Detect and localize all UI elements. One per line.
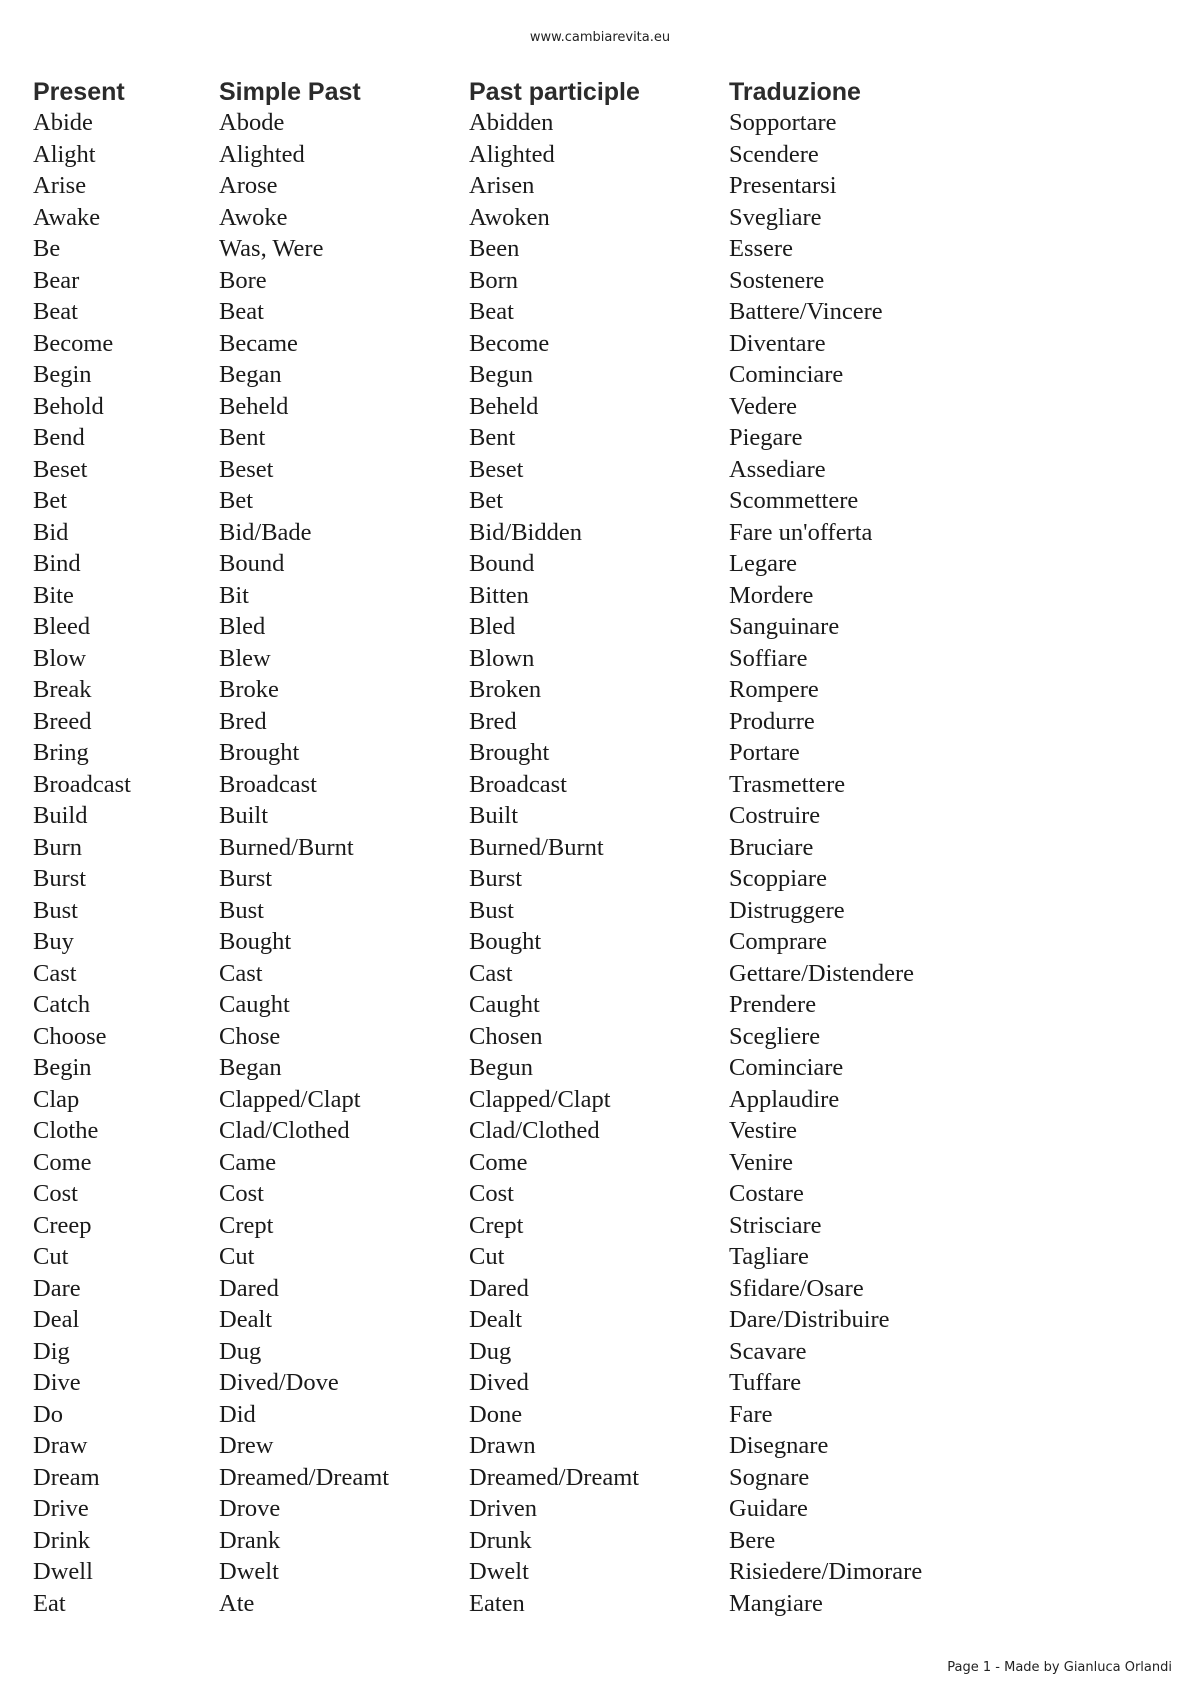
table-row: [33, 202, 1029, 234]
table-row: [33, 895, 1029, 927]
simple-past-cell: Crept: [219, 1211, 274, 1239]
past-participle-cell: Beset: [469, 455, 524, 483]
table-row: [33, 863, 1029, 895]
simple-past-cell: Ate: [219, 1589, 255, 1617]
past-participle-cell: Bid/Bidden: [469, 518, 582, 546]
simple-past-cell: Chose: [219, 1022, 281, 1050]
present-cell: Creep: [33, 1211, 92, 1239]
table-row: [33, 359, 1029, 391]
present-cell: Abide: [33, 109, 93, 136]
past-participle-cell: Dived: [469, 1369, 529, 1396]
simple-past-cell: Cost: [219, 1180, 264, 1207]
past-participle-cell: Clad/Clothed: [469, 1117, 600, 1144]
present-cell: Choose: [33, 1022, 107, 1050]
simple-past-cell: Awoke: [219, 203, 288, 231]
past-participle-cell: Cut: [469, 1243, 505, 1270]
table-row: [33, 107, 1029, 139]
simple-past-cell: Became: [219, 329, 298, 357]
simple-past-cell: Bound: [219, 550, 285, 577]
traduzione-cell: Disegnare: [729, 1432, 829, 1459]
table-row: [33, 643, 1029, 675]
simple-past-cell: Drove: [219, 1495, 281, 1522]
past-participle-cell: Come: [469, 1148, 528, 1176]
table-row: [33, 1178, 1029, 1210]
table-row: [33, 517, 1029, 549]
traduzione-cell: Sopportare: [729, 109, 837, 136]
simple-past-cell: Bust: [219, 896, 264, 924]
traduzione-cell: Scoppiare: [729, 865, 827, 892]
table-row: [33, 1430, 1029, 1462]
present-cell: Bite: [33, 581, 74, 609]
traduzione-cell: Venire: [729, 1148, 793, 1176]
past-participle-cell: Dwelt: [469, 1558, 529, 1585]
simple-past-cell: Came: [219, 1148, 277, 1176]
present-cell: Break: [33, 676, 92, 703]
traduzione-cell: Dare/Distribuire: [729, 1306, 890, 1333]
traduzione-cell: Costruire: [729, 802, 821, 829]
present-cell: Bid: [33, 518, 69, 546]
past-participle-cell: Drawn: [469, 1432, 536, 1459]
past-participle-cell: Broadcast: [469, 770, 567, 798]
present-cell: Alight: [33, 140, 96, 168]
table-row: [33, 1493, 1029, 1525]
present-cell: Drink: [33, 1526, 91, 1554]
table-row: [33, 1210, 1029, 1242]
traduzione-cell: Tuffare: [729, 1369, 802, 1396]
present-cell: Catch: [33, 991, 91, 1018]
traduzione-cell: Tagliare: [729, 1243, 809, 1270]
traduzione-cell: Cominciare: [729, 1054, 844, 1081]
present-cell: Dwell: [33, 1558, 93, 1585]
table-row: [33, 265, 1029, 297]
traduzione-cell: Sanguinare: [729, 613, 840, 640]
present-cell: Cast: [33, 959, 77, 987]
table-row: [33, 1462, 1029, 1494]
past-participle-cell: Bound: [469, 550, 535, 577]
table-body: [33, 107, 1029, 1619]
simple-past-cell: Dug: [219, 1337, 262, 1365]
simple-past-cell: Dived/Dove: [219, 1369, 339, 1396]
table-row: [33, 170, 1029, 202]
past-participle-cell: Become: [469, 329, 550, 357]
traduzione-cell: Sognare: [729, 1463, 810, 1491]
past-participle-cell: Arisen: [469, 172, 535, 199]
past-participle-cell: Dreamed/Dreamt: [469, 1463, 640, 1491]
table-row: [33, 580, 1029, 612]
simple-past-cell: Dared: [219, 1274, 279, 1302]
column-header-present: Present: [33, 78, 125, 106]
simple-past-cell: Beheld: [219, 392, 289, 420]
simple-past-cell: Cut: [219, 1243, 255, 1270]
past-participle-cell: Dealt: [469, 1306, 523, 1333]
simple-past-cell: Drew: [219, 1432, 274, 1459]
page-footer: Page 1 - Made by Gianluca Orlandi: [947, 1660, 1172, 1675]
traduzione-cell: Svegliare: [729, 203, 822, 231]
table-row: [33, 1336, 1029, 1368]
past-participle-cell: Caught: [469, 991, 540, 1018]
simple-past-cell: Built: [219, 802, 269, 829]
present-cell: Begin: [33, 361, 92, 388]
table-row: [33, 548, 1029, 580]
simple-past-cell: Broke: [219, 676, 279, 703]
simple-past-cell: Did: [219, 1400, 256, 1428]
simple-past-cell: Abode: [219, 109, 285, 136]
past-participle-cell: Broken: [469, 676, 542, 703]
table-row: [33, 1525, 1029, 1557]
present-cell: Bust: [33, 896, 78, 924]
traduzione-cell: Rompere: [729, 676, 819, 703]
table-row: [33, 1084, 1029, 1116]
present-cell: Dare: [33, 1274, 81, 1302]
present-cell: Arise: [33, 172, 87, 199]
past-participle-cell: Bitten: [469, 581, 529, 609]
present-cell: Dream: [33, 1463, 100, 1491]
present-cell: Be: [33, 235, 61, 262]
simple-past-cell: Caught: [219, 991, 290, 1018]
past-participle-cell: Crept: [469, 1211, 524, 1239]
past-participle-cell: Begun: [469, 1054, 533, 1081]
simple-past-cell: Bid/Bade: [219, 518, 312, 546]
table-row: [33, 926, 1029, 958]
past-participle-cell: Blown: [469, 644, 535, 672]
present-cell: Blow: [33, 644, 87, 672]
traduzione-cell: Guidare: [729, 1495, 808, 1522]
past-participle-cell: Drunk: [469, 1526, 532, 1554]
past-participle-cell: Awoken: [469, 203, 550, 231]
traduzione-cell: Diventare: [729, 329, 826, 357]
table-row: [33, 1588, 1029, 1620]
present-cell: Clap: [33, 1085, 80, 1113]
table-row: [33, 391, 1029, 423]
site-url: www.cambiarevita.eu: [529, 30, 671, 45]
table-row: [33, 800, 1029, 832]
present-cell: Buy: [33, 928, 74, 955]
irregular-verbs-table: [33, 75, 1029, 1619]
simple-past-cell: Bent: [219, 424, 266, 451]
past-participle-cell: Burst: [469, 865, 523, 892]
table-row: [33, 328, 1029, 360]
traduzione-cell: Scegliere: [729, 1022, 821, 1050]
simple-past-cell: Brought: [219, 739, 300, 766]
present-cell: Bring: [33, 739, 89, 766]
simple-past-cell: Bit: [219, 581, 249, 609]
table-row: [33, 1304, 1029, 1336]
traduzione-cell: Comprare: [729, 928, 827, 955]
traduzione-cell: Sfidare/Osare: [729, 1274, 864, 1302]
column-header-past-participle: Past participle: [469, 78, 640, 106]
past-participle-cell: Bought: [469, 928, 542, 955]
table-row: [33, 1556, 1029, 1588]
traduzione-cell: Fare: [729, 1400, 773, 1428]
simple-past-cell: Clapped/Clapt: [219, 1085, 361, 1113]
table-row: [33, 485, 1029, 517]
present-cell: Bind: [33, 550, 81, 577]
present-cell: Drive: [33, 1495, 89, 1522]
past-participle-cell: Chosen: [469, 1022, 543, 1050]
simple-past-cell: Dwelt: [219, 1558, 279, 1585]
past-participle-cell: Abidden: [469, 109, 554, 136]
past-participle-cell: Bled: [469, 613, 516, 640]
present-cell: Come: [33, 1148, 92, 1176]
simple-past-cell: Bet: [219, 487, 254, 514]
table-row: [33, 769, 1029, 801]
traduzione-cell: Prendere: [729, 991, 817, 1018]
present-cell: Dig: [33, 1337, 70, 1365]
present-cell: Cost: [33, 1180, 78, 1207]
traduzione-cell: Trasmettere: [729, 770, 846, 798]
simple-past-cell: Began: [219, 1054, 282, 1081]
traduzione-cell: Vestire: [729, 1117, 798, 1144]
present-cell: Awake: [33, 203, 101, 231]
traduzione-cell: Scommettere: [729, 487, 859, 514]
table-row: [33, 1021, 1029, 1053]
present-cell: Beat: [33, 298, 78, 325]
traduzione-cell: Mordere: [729, 581, 814, 609]
present-cell: Bend: [33, 424, 85, 451]
past-participle-cell: Born: [469, 266, 518, 294]
present-cell: Deal: [33, 1306, 80, 1333]
past-participle-cell: Cost: [469, 1180, 514, 1207]
past-participle-cell: Clapped/Clapt: [469, 1085, 611, 1113]
traduzione-cell: Produrre: [729, 707, 815, 735]
present-cell: Burst: [33, 865, 87, 892]
traduzione-cell: Bere: [729, 1526, 776, 1554]
past-participle-cell: Burned/Burnt: [469, 833, 604, 861]
traduzione-cell: Mangiare: [729, 1589, 823, 1617]
traduzione-cell: Risiedere/Dimorare: [729, 1558, 923, 1585]
table-row: [33, 958, 1029, 990]
present-cell: Behold: [33, 392, 104, 420]
past-participle-cell: Been: [469, 235, 520, 262]
past-participle-cell: Dug: [469, 1337, 512, 1365]
table-row: [33, 1241, 1029, 1273]
simple-past-cell: Beset: [219, 455, 274, 483]
traduzione-cell: Assediare: [729, 455, 826, 483]
column-header-traduzione: Traduzione: [729, 78, 861, 106]
present-cell: Bear: [33, 266, 80, 294]
present-cell: Burn: [33, 833, 82, 861]
traduzione-cell: Costare: [729, 1180, 804, 1207]
past-participle-cell: Eaten: [469, 1589, 525, 1617]
table-row: [33, 1052, 1029, 1084]
present-cell: Do: [33, 1400, 63, 1428]
traduzione-cell: Strisciare: [729, 1211, 822, 1239]
column-header-simple-past: Simple Past: [219, 78, 361, 106]
traduzione-cell: Sostenere: [729, 266, 825, 294]
past-participle-cell: Bent: [469, 424, 516, 451]
past-participle-cell: Begun: [469, 361, 533, 388]
past-participle-cell: Done: [469, 1400, 523, 1428]
past-participle-cell: Bet: [469, 487, 504, 514]
present-cell: Begin: [33, 1054, 92, 1081]
traduzione-cell: Presentarsi: [729, 172, 837, 199]
table-row: [33, 989, 1029, 1021]
present-cell: Build: [33, 802, 88, 829]
simple-past-cell: Arose: [219, 172, 278, 199]
past-participle-cell: Built: [469, 802, 519, 829]
present-cell: Cut: [33, 1243, 69, 1270]
simple-past-cell: Was, Were: [219, 235, 324, 262]
table-row: [33, 832, 1029, 864]
past-participle-cell: Bust: [469, 896, 514, 924]
present-cell: Broadcast: [33, 770, 131, 798]
table-row: [33, 454, 1029, 486]
table-row: [33, 233, 1029, 265]
past-participle-cell: Cast: [469, 959, 513, 987]
present-cell: Bleed: [33, 613, 91, 640]
traduzione-cell: Scendere: [729, 140, 819, 168]
past-participle-cell: Driven: [469, 1495, 538, 1522]
simple-past-cell: Bled: [219, 613, 266, 640]
past-participle-cell: Beheld: [469, 392, 539, 420]
past-participle-cell: Brought: [469, 739, 550, 766]
traduzione-cell: Scavare: [729, 1337, 807, 1365]
table-row: [33, 737, 1029, 769]
past-participle-cell: Alighted: [469, 140, 555, 168]
table-row: [33, 1147, 1029, 1179]
simple-past-cell: Cast: [219, 959, 263, 987]
present-cell: Dive: [33, 1369, 81, 1396]
simple-past-cell: Drank: [219, 1526, 281, 1554]
traduzione-cell: Portare: [729, 739, 800, 766]
simple-past-cell: Began: [219, 361, 282, 388]
simple-past-cell: Dealt: [219, 1306, 273, 1333]
simple-past-cell: Broadcast: [219, 770, 317, 798]
table-row: [33, 611, 1029, 643]
traduzione-cell: Gettare/Distendere: [729, 959, 915, 987]
simple-past-cell: Bred: [219, 707, 267, 735]
traduzione-cell: Bruciare: [729, 833, 814, 861]
table-row: [33, 706, 1029, 738]
traduzione-cell: Cominciare: [729, 361, 844, 388]
present-cell: Bet: [33, 487, 68, 514]
past-participle-cell: Dared: [469, 1274, 529, 1302]
table-row: [33, 1399, 1029, 1431]
table-row: [33, 1273, 1029, 1305]
present-cell: Beset: [33, 455, 88, 483]
table-row: [33, 1367, 1029, 1399]
table-row: [33, 674, 1029, 706]
simple-past-cell: Beat: [219, 298, 264, 325]
traduzione-cell: Applaudire: [729, 1085, 840, 1113]
simple-past-cell: Bought: [219, 928, 292, 955]
table-row: [33, 422, 1029, 454]
table-row: [33, 296, 1029, 328]
table-header-row: [33, 75, 1029, 107]
present-cell: Breed: [33, 707, 92, 735]
simple-past-cell: Burned/Burnt: [219, 833, 354, 861]
traduzione-cell: Distruggere: [729, 896, 845, 924]
simple-past-cell: Alighted: [219, 140, 305, 168]
traduzione-cell: Essere: [729, 235, 793, 262]
past-participle-cell: Beat: [469, 298, 514, 325]
present-cell: Eat: [33, 1589, 66, 1617]
past-participle-cell: Bred: [469, 707, 517, 735]
traduzione-cell: Fare un'offerta: [729, 518, 873, 546]
traduzione-cell: Vedere: [729, 392, 798, 420]
traduzione-cell: Soffiare: [729, 644, 808, 672]
traduzione-cell: Battere/Vincere: [729, 298, 883, 325]
present-cell: Draw: [33, 1432, 88, 1459]
simple-past-cell: Dreamed/Dreamt: [219, 1463, 390, 1491]
table-row: [33, 1115, 1029, 1147]
present-cell: Clothe: [33, 1117, 99, 1144]
traduzione-cell: Legare: [729, 550, 797, 577]
present-cell: Become: [33, 329, 114, 357]
simple-past-cell: Bore: [219, 266, 267, 294]
traduzione-cell: Piegare: [729, 424, 803, 451]
simple-past-cell: Burst: [219, 865, 273, 892]
table-row: [33, 139, 1029, 171]
simple-past-cell: Blew: [219, 644, 271, 672]
simple-past-cell: Clad/Clothed: [219, 1117, 350, 1144]
